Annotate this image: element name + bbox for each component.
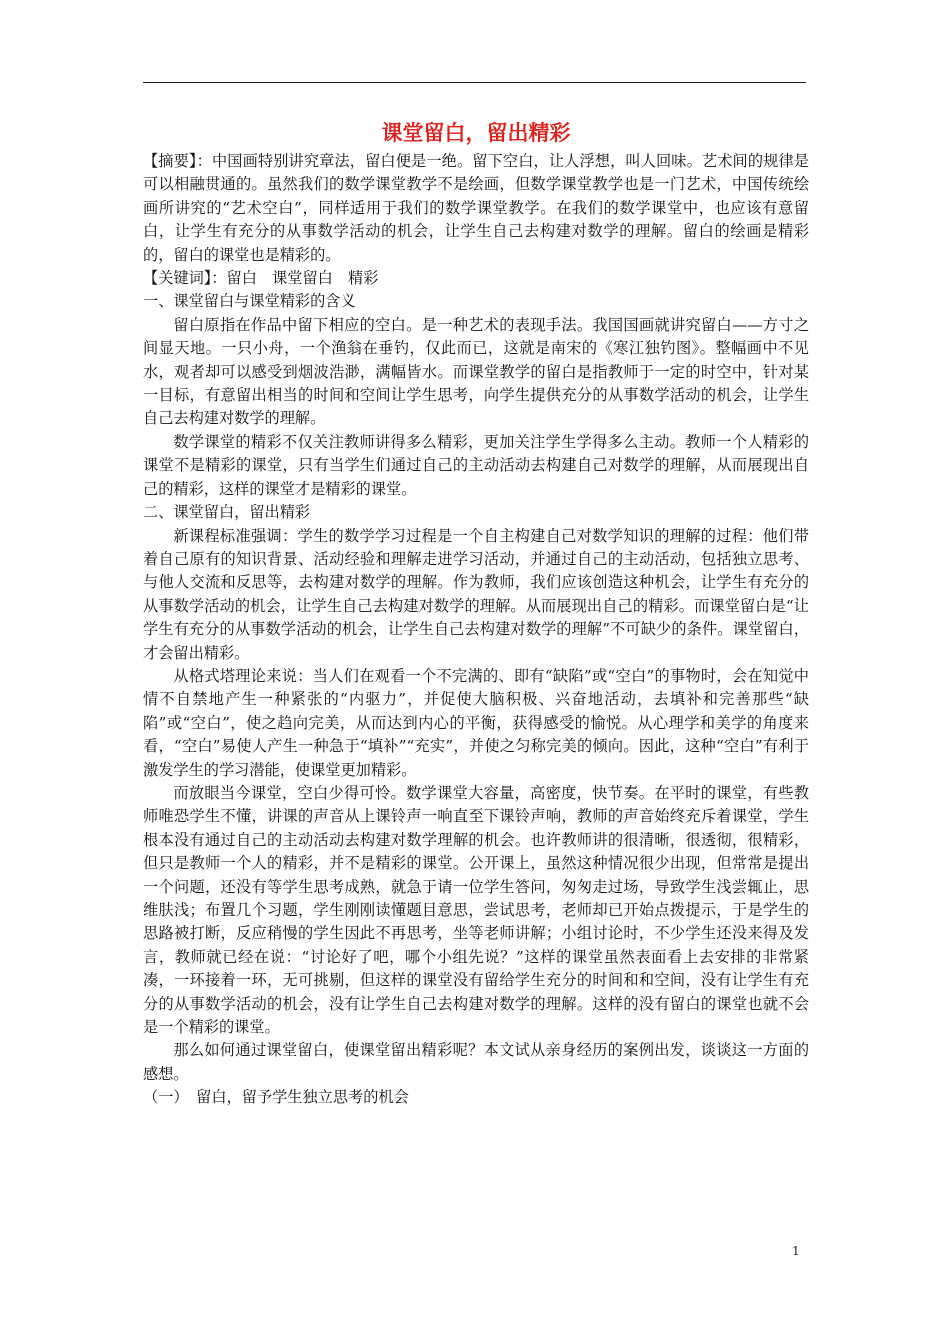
- paragraph: 留白原指在作品中留下相应的空白。是一种艺术的表现手法。我国国画就讲究留白——方寸之间显天地。一只小舟，一个渔翁在垂钓，仅此而已，这就是南宋的《寒江独钓图》。整幅画中不见水，观者却可以感受到烟波浩渺，满幅皆水。而课堂教学的留白是指教师于一定的时空中，针对某一目标，有意留出相当的时间和空间让学生思考，向学生提供充分的从事数学活动的机会，让学生自己去构建对数学的理解。: [143, 315, 809, 428]
- paragraph: 那么如何通过课堂留白，使课堂留出精彩呢？本文试从亲身经历的案例出发，谈谈这一方面的感想。: [143, 1041, 809, 1083]
- keywords: 【关键词】：留白 课堂留白 精彩: [143, 269, 379, 288]
- paragraph: 而放眼当今课堂，空白少得可怜。数学课堂大容量，高密度，快节奏。在平时的课堂，有些教师唯恐学生不懂，讲课的声音从上课铃声一响直至下课铃声响，教师的声音始终充斥着课堂，学生根本没有通过自己的主动活动去构建对数学理解的机会。也许教师讲的很清晰，很透彻，很精彩，但只是教师一个人的精彩，并不是精彩的课堂。公开课上，虽然这种情况很少出现，但常常是提出一个问题，还没有等学生思考成熟，就急于请一位学生答问，匆匆走过场，导致学生浅尝辄止，思维肤浅；布置几个习题，学生刚刚读懂题目意思，尝试思考，老师却已开始点拨提示，于是学生的思路被打断，反应稍慢的学生因此不再思考，坐等老师讲解；小组讨论时，不少学生还没来得及发言，教师就已经在说：“讨论好了吧，哪个小组先说？”这样的课堂虽然表面看上去安排的非常紧凑，一环接着一环，无可挑剔，但这样的课堂没有留给学生充分的时间和和空间，没有让学生有充分的从事数学活动的机会，没有让学生自己去构建对数学的理解。这样的没有留白的课堂也就不会是一个精彩的课堂。: [143, 783, 809, 1037]
- paragraph: 数学课堂的精彩不仅关注教师讲得多么精彩，更加关注学生学得多么主动。教师一个人精彩的课堂不是精彩的课堂，只有当学生们通过自己的主动活动去构建自己对数学的理解，从而展现出自己的精彩，这样的课堂才是精彩的课堂。: [143, 432, 809, 498]
- paragraph: 新课程标准强调：学生的数学学习过程是一个自主构建自己对数学知识的理解的过程：他们带着自己原有的知识背景、活动经验和理解走进学习活动，并通过自己的主动活动，包括独立思考、与他人交流和反思等，去构建对数学的理解。作为教师，我们应该创造这种机会，让学生有充分的从事数学活动的机会，让学生自己去构建对数学的理解。从而展现出自己的精彩。而课堂留白是“让学生有充分的从事数学活动的机会，让学生自己去构建对数学的理解”不可缺少的条件。课堂留白，才会留出精彩。: [143, 526, 809, 662]
- header-rule: [143, 82, 806, 83]
- subsection-heading: （一） 留白，留予学生独立思考的机会: [143, 1088, 409, 1107]
- section-heading: 二、课堂留白，留出精彩: [143, 503, 311, 522]
- page-number: 1: [792, 1244, 800, 1258]
- abstract: 【摘要】：中国画特别讲究章法，留白便是一绝。留下空白，让人浮想，叫人回味。艺术间的规律是可以相融贯通的。虽然我们的数学课堂教学不是绘画，但数学课堂教学也是一门艺术，中国传统绘画所讲究的“艺术空白”，同样适用于我们的数学课堂教学。在我们的数学课堂中，也应该有意留白，让学生有充分的从事数学活动的机会，让学生自己去构建对数学的理解。留白的绘画是精彩的，留白的课堂也是精彩的。: [143, 152, 809, 264]
- paragraph: 从格式塔理论来说：当人们在观看一个不完满的、即有“缺陷”或“空白”的事物时，会在知觉中情不自禁地产生一种紧张的“内驱力”，并促使大脑积极、兴奋地活动，去填补和完善那些“缺陷”或“空白”，使之趋向完美，从而达到内心的平衡，获得感受的愉悦。从心理学和美学的角度来看，“空白”易使人产生一种急于“填补”“充实”，并使之匀称完美的倾向。因此，这种“空白”有利于激发学生的学习潜能，使课堂更加精彩。: [143, 666, 809, 779]
- document-title: 课堂留白，留出精彩: [381, 121, 571, 145]
- section-heading: 一、课堂留白与课堂精彩的含义: [143, 292, 356, 311]
- document-body: [143, 118, 809, 1110]
